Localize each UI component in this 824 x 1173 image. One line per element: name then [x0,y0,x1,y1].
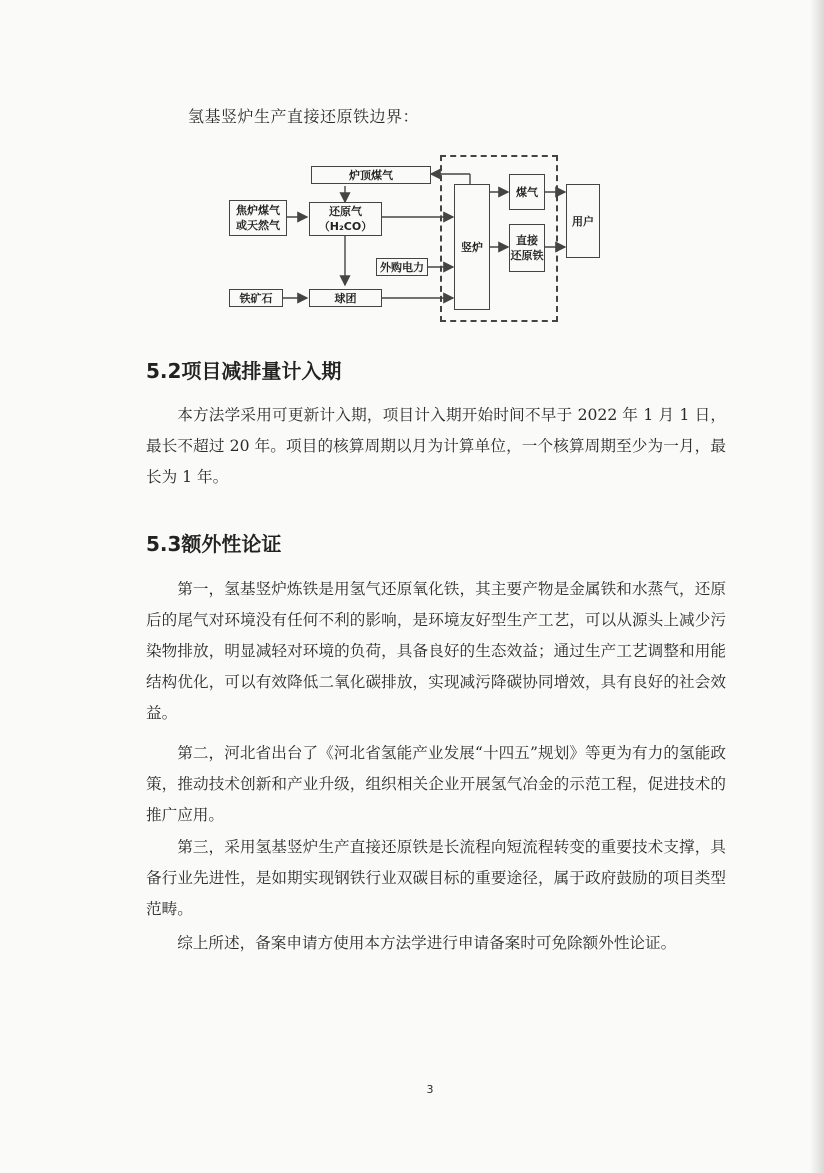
box-iron-ore: 铁矿石 [229,289,283,307]
section-5-3-paragraph-1: 第一，氢基竖炉炼铁是用氢气还原氧化铁，其主要产物是金属铁和水蒸气，还原后的尾气对环境没有任何不利的影响，是环境友好型生产工艺，可以从源头上减少污染物排放，明显减轻对环境的负荷，具备良好的生态效益；通过生产工艺调整和用能结构优化，可以有效降低二氧化碳排放，实现减污降碳协同增效，具有良好的社会效益。 [146,580,726,722]
boundary-intro-text: 氢基竖炉生产直接还原铁边界： [188,107,420,126]
box-user: 用户 [566,184,600,258]
section-5-3-paragraph-2: 第二，河北省出台了《河北省氢能产业发展“十四五”规划》等更为有力的氢能政策，推动技术创新和产业升级，组织相关企业开展氢气冶金的示范工程，促进技术的推广应用。 [146,744,726,824]
box-coke-gas: 焦炉煤气 或天然气 [229,200,287,236]
box-top-gas: 炉顶煤气 [311,166,431,184]
section-5-3-paragraph-4: 综上所述，备案申请方使用本方法学进行申请备案时可免除额外性论证。 [177,934,677,952]
page-edge-shadow [810,0,824,1173]
section-5-3-paragraph-3: 第三，采用氢基竖炉生产直接还原铁是长流程向短流程转变的重要技术支撑，具备行业先进性，是如期实现钢铁行业双碳目标的重要途径，属于政府鼓励的项目类型范畴。 [146,838,726,918]
box-purchased-power: 外购电力 [376,258,428,276]
box-dri: 直接 还原铁 [509,224,545,272]
box-gas-output: 煤气 [509,174,545,210]
box-pellets: 球团 [309,289,382,307]
section-5-2-paragraph: 本方法学采用可更新计入期，项目计入期开始时间不早于 2022 年 1 月 1 日，最长不超过 20 年。项目的核算周期以月为计算单位，一个核算周期至少为一月，最长为 1 年。 [146,406,726,486]
box-reducing-gas: 还原气 （H₂CO） [309,202,382,236]
page-number: 3 [426,1083,434,1096]
boundary-flow-diagram [225,152,605,327]
section-5-3-heading: 5.3额外性论证 [146,532,282,556]
box-shaft-furnace: 竖炉 [454,184,490,310]
section-5-2-heading: 5.2项目减排量计入期 [146,359,342,383]
